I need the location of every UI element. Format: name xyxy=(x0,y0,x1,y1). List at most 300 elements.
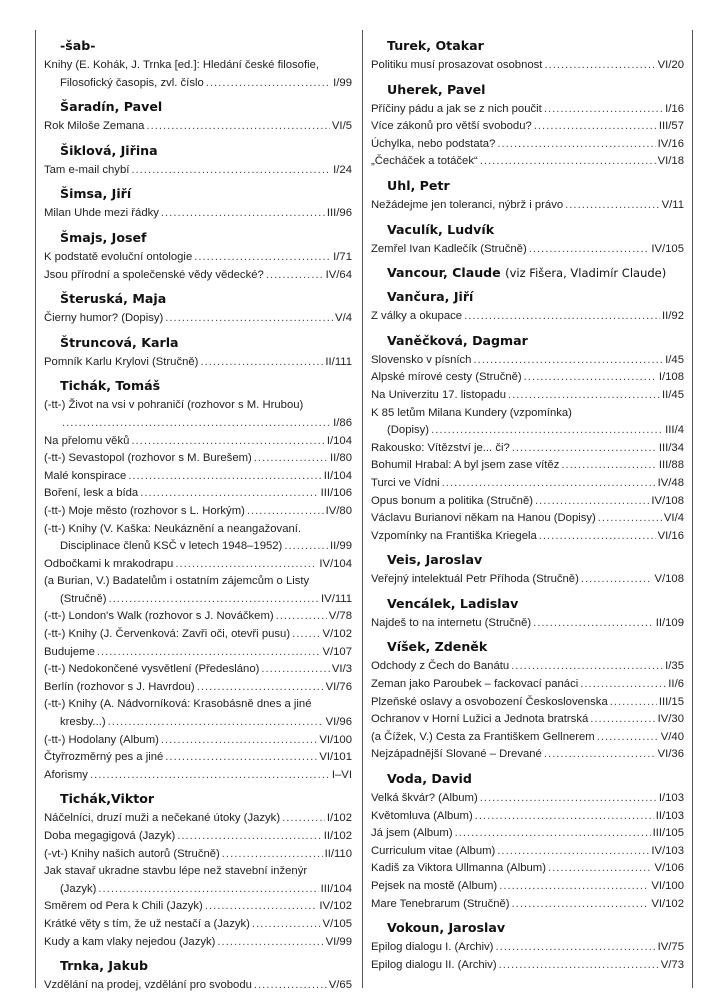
author-name: Veis, Jaroslav xyxy=(387,552,483,568)
issue-page-ref: II/109 xyxy=(655,616,684,629)
entry-title: (Dopisy) xyxy=(387,424,430,437)
issue-page-ref: V/11 xyxy=(661,198,684,211)
index-entry xyxy=(371,790,684,808)
column-divider-rule xyxy=(362,30,363,988)
entry-line xyxy=(44,468,352,486)
entry-line xyxy=(44,828,352,846)
leader-dots xyxy=(247,503,324,521)
leader-dots xyxy=(284,538,328,556)
leader-dots xyxy=(497,136,655,154)
issue-page-ref: IV/16 xyxy=(657,137,684,150)
index-entry xyxy=(44,310,352,328)
entry-title: (-tt-) Nedokončené vysvětlení (Předesláno) xyxy=(44,663,260,676)
author-name: Vaněčková, Dagmar xyxy=(387,332,528,348)
entry-title: (-tt-) Sevastopol (rozhovor s M. Burešem) xyxy=(44,452,252,465)
index-entry xyxy=(371,475,684,493)
leader-dots xyxy=(165,749,317,767)
author-name: Turek, Otakar xyxy=(387,38,484,53)
index-entry xyxy=(44,863,352,898)
entry-line xyxy=(44,644,352,662)
leader-dots xyxy=(464,308,660,326)
issue-page-ref: III/57 xyxy=(658,120,684,133)
leader-dots xyxy=(131,162,331,180)
entry-line xyxy=(44,354,352,372)
entry-title: Odchody z Čech do Banátu xyxy=(371,660,510,673)
leader-dots xyxy=(146,118,329,136)
index-entry xyxy=(44,810,352,828)
issue-page-ref: VI/36 xyxy=(657,748,684,761)
issue-page-ref: VI/5 xyxy=(331,120,352,133)
author-name: Šimsa, Jiří xyxy=(60,186,132,202)
entry-title: Kadiš za Viktora Ullmanna (Album) xyxy=(371,862,546,875)
leader-dots xyxy=(598,510,662,528)
entry-title: Nejzápadnější Slované – Drevané xyxy=(371,748,542,761)
entry-line xyxy=(44,679,352,697)
entry-line xyxy=(44,310,352,328)
index-entry xyxy=(371,746,684,764)
issue-page-ref: IV/111 xyxy=(321,592,352,605)
entry-title: Pomník Karlu Krylovi (Stručně) xyxy=(44,355,199,368)
index-entry xyxy=(44,573,352,608)
author-name: Voda, David xyxy=(387,771,472,787)
entry-line xyxy=(44,162,352,180)
author-heading-steruska-maja xyxy=(44,290,352,307)
index-entry xyxy=(44,898,352,916)
right-border-rule xyxy=(692,30,693,988)
issue-page-ref: I/99 xyxy=(333,76,352,89)
entry-line xyxy=(44,916,352,934)
index-entry xyxy=(371,153,684,171)
issue-page-ref: V/73 xyxy=(660,958,684,971)
entry-title-line: (-tt-) Knihy (A. Nádvorníková: Krasobásně dnes a jiné xyxy=(44,698,312,711)
author-name: Víšek, Zdeněk xyxy=(387,639,488,655)
issue-page-ref: III/4 xyxy=(665,424,684,437)
index-entry xyxy=(44,468,352,486)
entry-line xyxy=(371,658,684,676)
issue-page-ref: II/80 xyxy=(330,452,352,465)
leader-dots xyxy=(473,352,663,370)
entry-title: Rok Miloše Zemana xyxy=(44,120,145,133)
entry-line xyxy=(44,538,352,556)
entry-title: Náčelníci, druzí muži a nečekané útoky (Jazyk) xyxy=(44,812,281,825)
entry-line xyxy=(371,241,684,259)
leader-dots xyxy=(480,790,657,808)
entry-title: Čierny humor? (Dopisy) xyxy=(44,312,164,325)
entry-title: (-tt-) Moje město (rozhovor s L. Horkým) xyxy=(44,504,245,517)
issue-page-ref: VI/18 xyxy=(657,155,684,168)
index-entry xyxy=(44,205,352,223)
leader-dots xyxy=(580,676,666,694)
entry-line xyxy=(44,503,352,521)
entry-title: Příčiny pádu a jak se z nich poučit xyxy=(371,102,542,115)
issue-page-ref: VI/100 xyxy=(651,880,684,892)
issue-page-ref: V/40 xyxy=(660,730,684,743)
issue-page-ref: I/103 xyxy=(658,792,684,805)
entry-title: Ochranov v Horní Lužici a Jednota bratrská xyxy=(371,713,589,726)
author-heading-vaneckova-dagmar xyxy=(371,332,684,349)
entry-line xyxy=(371,808,684,826)
issue-page-ref: I–VI xyxy=(331,768,352,781)
index-entry xyxy=(44,608,352,626)
entry-line xyxy=(44,767,352,785)
entry-title: Krátké věty s tím, že už nestačí a (Jazyk) xyxy=(44,917,250,930)
issue-page-ref: I/86 xyxy=(333,416,352,429)
leader-dots xyxy=(222,846,323,864)
entry-title: K podstatě evoluční ontologie xyxy=(44,250,193,263)
index-entry xyxy=(371,387,684,405)
entry-title: Milan Uhde mezi řádky xyxy=(44,207,159,220)
leader-dots xyxy=(128,468,321,486)
entry-title: Plzeňské oslavy a osvobození Československa xyxy=(371,695,608,708)
index-entry xyxy=(44,354,352,372)
leader-dots xyxy=(161,732,317,750)
entry-title-line: (-tt-) Život na vsi v pohraničí (rozhovor s M. Hrubou) xyxy=(44,399,304,412)
author-name: Vancour, Claude xyxy=(387,265,501,281)
index-entry xyxy=(44,767,352,785)
index-entry xyxy=(44,118,352,136)
entry-title: Vzdělání na prodej, vzdělání pro svobodu xyxy=(44,979,252,992)
leader-dots xyxy=(511,658,663,676)
entry-line xyxy=(371,369,684,387)
entry-line xyxy=(44,556,352,574)
index-entry xyxy=(44,916,352,934)
issue-page-ref: I/16 xyxy=(665,102,684,115)
leader-dots xyxy=(266,267,324,285)
entry-title: Najdeš to na internetu (Stručně) xyxy=(371,616,532,629)
entry-title: (-tt-) London's Walk (rozhovor s J. Nováčkem) xyxy=(44,610,274,623)
author-name: Uhl, Petr xyxy=(387,177,450,193)
index-entry xyxy=(371,694,684,712)
issue-page-ref: IV/103 xyxy=(651,844,684,857)
leader-dots xyxy=(499,878,649,896)
index-entry xyxy=(44,732,352,750)
leader-dots xyxy=(590,711,655,729)
entry-line xyxy=(44,205,352,223)
leader-dots xyxy=(276,608,327,626)
issue-page-ref: IV/30 xyxy=(657,713,684,726)
entry-title: Václavu Burianovi někam na Hanou (Dopisy) xyxy=(371,512,596,525)
entry-title: Curriculum vitae (Album) xyxy=(371,844,496,857)
author-name: -šab- xyxy=(60,38,96,53)
entry-title: Politiku musí prosazovat osobnost xyxy=(371,59,543,71)
entry-line xyxy=(44,661,352,679)
issue-page-ref: VI/20 xyxy=(657,59,684,71)
author-heading-vancura-jiri xyxy=(371,288,684,305)
leader-dots xyxy=(177,828,322,846)
issue-page-ref: I/24 xyxy=(333,163,352,176)
author-heading-uherek-pavel xyxy=(371,81,684,98)
entry-line xyxy=(371,57,684,75)
entry-line xyxy=(44,732,352,750)
index-entry xyxy=(44,556,352,574)
index-entry xyxy=(44,661,352,679)
leader-dots xyxy=(108,714,324,732)
entry-line xyxy=(44,485,352,503)
entry-title: Jsou přírodní a společenské vědy vědecké? xyxy=(44,268,264,281)
entry-title-line: (a Burian, V.) Badatelům i ostatním zájemcům o Listy xyxy=(44,575,310,588)
author-name: Šiklová, Jiřina xyxy=(60,142,158,158)
index-entry xyxy=(371,308,684,326)
issue-page-ref: IV/105 xyxy=(651,242,684,255)
index-entry xyxy=(371,101,684,119)
entry-title: Tam e-mail chybí xyxy=(44,163,130,176)
index-entry xyxy=(44,696,352,731)
issue-page-ref: I/45 xyxy=(665,353,684,366)
entry-line xyxy=(44,810,352,828)
index-entry xyxy=(371,510,684,528)
leader-dots xyxy=(206,75,331,93)
issue-page-ref: III/15 xyxy=(658,695,684,708)
entry-line xyxy=(371,957,684,975)
entry-line xyxy=(44,249,352,267)
entry-title: (-vt-) Knihy našich autorů (Stručně) xyxy=(44,847,220,860)
issue-page-ref: IV/75 xyxy=(657,941,684,954)
entry-line xyxy=(371,825,684,843)
entry-line xyxy=(371,197,684,215)
author-heading-struncova-karla xyxy=(44,334,352,351)
index-entry xyxy=(371,658,684,676)
entry-line xyxy=(371,571,684,589)
issue-page-ref: I/108 xyxy=(658,371,684,384)
index-entry xyxy=(44,162,352,180)
leader-dots xyxy=(610,694,657,712)
leader-dots xyxy=(205,898,318,916)
author-heading-voda-david xyxy=(371,770,684,787)
leader-dots xyxy=(495,939,655,957)
issue-page-ref: II/104 xyxy=(323,469,352,482)
index-entry xyxy=(371,615,684,633)
index-entry xyxy=(371,57,684,75)
index-entry xyxy=(44,450,352,468)
index-entry xyxy=(44,644,352,662)
index-entry xyxy=(44,626,352,644)
entry-title: Květomluva (Album) xyxy=(371,809,473,822)
entry-title: Velká škvár? (Album) xyxy=(371,792,478,805)
author-heading-tichak-viktor xyxy=(44,790,352,807)
author-name: Vencálek, Ladislav xyxy=(387,595,519,611)
index-entry xyxy=(371,878,684,896)
index-entry xyxy=(44,749,352,767)
issue-page-ref: I/102 xyxy=(326,812,352,825)
index-entry xyxy=(371,860,684,878)
issue-page-ref: III/96 xyxy=(326,207,352,220)
entry-title: Opus bonum a politika (Stručně) xyxy=(371,494,534,507)
entry-line xyxy=(44,898,352,916)
entry-title: Epilog dialogu I. (Archiv) xyxy=(371,941,494,954)
entry-title: Směrem od Pera k Chili (Jazyk) xyxy=(44,900,203,913)
entry-line xyxy=(44,433,352,451)
leader-dots xyxy=(524,369,657,387)
index-entry xyxy=(44,977,352,995)
issue-page-ref: IV/108 xyxy=(651,494,684,507)
author-name: Uherek, Pavel xyxy=(387,81,486,97)
entry-title: Budujeme xyxy=(44,645,95,658)
issue-page-ref: II/103 xyxy=(655,809,684,822)
leader-dots xyxy=(282,810,325,828)
index-entry xyxy=(371,957,684,975)
index-entry xyxy=(44,267,352,285)
entry-line xyxy=(371,615,684,633)
entry-title: (-tt-) Knihy (J. Červenková: Zavři oči, otevři pusu) xyxy=(44,628,291,641)
index-entry xyxy=(44,503,352,521)
issue-page-ref: I/71 xyxy=(333,250,352,263)
entry-title: Čtyřrozměrný pes a jiné xyxy=(44,751,164,764)
entry-line xyxy=(371,860,684,878)
entry-line xyxy=(44,450,352,468)
entry-line xyxy=(371,896,684,914)
leader-dots xyxy=(535,493,649,511)
index-entry xyxy=(44,679,352,697)
author-heading-uhl-petr xyxy=(371,177,684,194)
issue-page-ref: II/99 xyxy=(330,540,352,553)
author-heading-vencalek-ladislav xyxy=(371,595,684,612)
author-heading-trnka-jakub xyxy=(44,957,352,974)
entry-title: Já jsem (Album) xyxy=(371,827,453,840)
entry-title: (Stručně) xyxy=(60,592,107,605)
author-heading-vokoun-jaroslav xyxy=(371,919,684,936)
author-heading-visek-zdenek xyxy=(371,638,684,655)
entry-line xyxy=(371,676,684,694)
left-border-rule xyxy=(35,30,36,988)
entry-title: Rakousko: Vítězství je... či? xyxy=(371,441,510,454)
entry-title: Kudy a kam vlaky nejedou (Jazyk) xyxy=(44,935,216,948)
leader-dots xyxy=(108,591,319,609)
issue-page-ref: IV/48 xyxy=(657,476,684,489)
index-entry xyxy=(371,676,684,694)
entry-title: Doba megagigová (Jazyk) xyxy=(44,830,176,842)
leader-dots xyxy=(431,422,663,440)
leader-dots xyxy=(194,249,331,267)
leader-dots xyxy=(597,729,659,747)
author-name: Štruncová, Karla xyxy=(60,334,179,350)
author-heading-vancour-claude xyxy=(371,264,684,282)
index-entry xyxy=(371,352,684,370)
leader-dots xyxy=(161,205,325,223)
entry-title: Slovensko v písních xyxy=(371,353,472,366)
leader-dots xyxy=(561,457,657,475)
entry-title: Pejsek na mostě (Album) xyxy=(371,880,498,892)
entry-line xyxy=(44,714,352,732)
entry-title: Epilog dialogu II. (Archiv) xyxy=(371,958,497,971)
issue-page-ref: V/65 xyxy=(328,979,352,992)
issue-page-ref: IV/104 xyxy=(319,557,352,570)
issue-page-ref: VI/3 xyxy=(331,663,352,676)
entry-line xyxy=(371,308,684,326)
entry-title: Mare Tenebrarum (Stručně) xyxy=(371,897,510,910)
author-name: Tichák, Tomáš xyxy=(60,378,161,394)
leader-dots xyxy=(217,934,323,952)
leader-dots xyxy=(533,615,654,633)
issue-page-ref: IV/64 xyxy=(325,268,352,281)
issue-page-ref: I/35 xyxy=(665,660,684,673)
leader-dots xyxy=(254,977,327,995)
index-entry xyxy=(371,571,684,589)
index-entry xyxy=(44,521,352,556)
author-name: Vaculík, Ludvík xyxy=(387,221,495,237)
leader-dots xyxy=(165,310,333,328)
entry-line xyxy=(44,75,352,93)
index-entry xyxy=(371,405,684,440)
entry-line xyxy=(44,977,352,995)
author-name: Vokoun, Jaroslav xyxy=(387,920,506,936)
entry-line xyxy=(371,510,684,528)
leader-dots xyxy=(90,767,330,785)
issue-page-ref: II/45 xyxy=(662,388,684,401)
entry-line xyxy=(371,457,684,475)
entry-line xyxy=(371,878,684,896)
author-name: Trnka, Jakub xyxy=(60,958,148,974)
index-entry xyxy=(371,440,684,458)
entry-line xyxy=(44,415,352,433)
leader-dots xyxy=(98,881,318,899)
leader-dots xyxy=(529,241,650,259)
index-entry xyxy=(44,57,352,92)
index-entry xyxy=(371,493,684,511)
entry-line xyxy=(371,387,684,405)
entry-title: Alpské mírové cesty (Stručně) xyxy=(371,371,522,384)
entry-line xyxy=(371,440,684,458)
issue-page-ref: II/6 xyxy=(668,678,684,691)
entry-title-line: Jak stavař ukradne stavbu lépe než stavební inženýr xyxy=(44,865,308,878)
right-column xyxy=(371,31,684,974)
author-heading-turek-otakar xyxy=(371,37,684,54)
entry-line xyxy=(44,846,352,864)
entry-title: Disciplinace členů KSČ v letech 1948–1952) xyxy=(60,540,283,553)
index-entry xyxy=(44,846,352,864)
entry-line xyxy=(44,749,352,767)
author-heading-vaculik-ludvik xyxy=(371,221,684,238)
issue-page-ref: VI/16 xyxy=(657,529,684,542)
entry-title: (-tt-) Hodolany (Album) xyxy=(44,733,159,746)
leader-dots xyxy=(544,101,663,119)
leader-dots xyxy=(292,626,320,644)
leader-dots xyxy=(581,571,653,589)
index-entry xyxy=(44,397,352,432)
entry-line xyxy=(371,153,684,171)
entry-line xyxy=(44,591,352,609)
leader-dots xyxy=(544,57,655,75)
author-name: Vančura, Jiří xyxy=(387,289,474,305)
author-heading-simsa-jiri xyxy=(44,185,352,202)
entry-title: Turci ve Vídni xyxy=(371,476,440,489)
entry-line xyxy=(371,528,684,546)
issue-page-ref: V/106 xyxy=(654,862,684,875)
leader-dots xyxy=(512,440,657,458)
entry-line xyxy=(44,118,352,136)
entry-title: Na přelomu věků xyxy=(44,434,130,447)
author-name: Tichák,Viktor xyxy=(60,791,155,807)
leader-dots xyxy=(62,415,331,433)
entry-title: Zemřel Ivan Kadlečík (Stručně) xyxy=(371,242,527,255)
author-name: Šaradín, Pavel xyxy=(60,99,163,115)
entry-line xyxy=(371,475,684,493)
leader-dots xyxy=(548,860,653,878)
left-column xyxy=(44,31,352,995)
issue-page-ref: III/88 xyxy=(658,459,684,472)
entry-line xyxy=(44,934,352,952)
leader-dots xyxy=(175,556,317,574)
author-name: Šteruská, Maja xyxy=(60,291,167,307)
leader-dots xyxy=(97,644,321,662)
entry-title-line: Knihy (E. Kohák, J. Trnka [ed.]: Hledání české filosofie, xyxy=(44,59,320,71)
leader-dots xyxy=(261,661,330,679)
leader-dots xyxy=(534,118,657,136)
issue-page-ref: II/92 xyxy=(662,310,684,323)
issue-page-ref: V/107 xyxy=(322,645,352,658)
issue-page-ref: VI/4 xyxy=(663,512,684,525)
entry-line xyxy=(371,694,684,712)
entry-title: Berlín (rozhovor s J. Havrdou) xyxy=(44,680,195,693)
